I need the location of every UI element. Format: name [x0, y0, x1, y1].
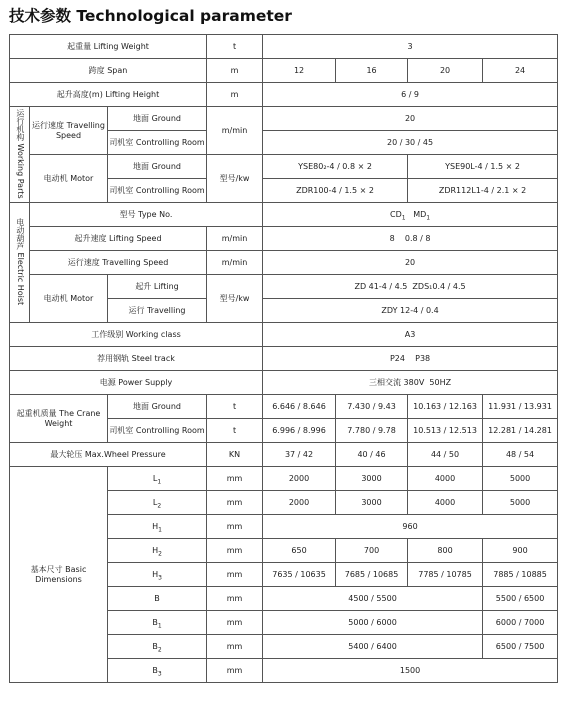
electric-hoist-group [10, 203, 30, 323]
lifting-height-unit: m [207, 83, 263, 107]
crane-weight-ground-value: 6.646 / 8.646 [263, 395, 336, 419]
hoist-type-cd: CD [389, 209, 402, 219]
hoist-type-label: 型号 Type No. [30, 203, 263, 227]
table-row [10, 467, 558, 491]
dim-value: 7685 / 10685 [336, 563, 408, 587]
table-row [10, 395, 558, 419]
dim-symbol-letter: B [154, 593, 160, 603]
span-label: 跨度 Span [10, 59, 207, 83]
motor-room-b: ZDR112L1-4 / 2.1 × 2 [408, 179, 558, 203]
hoist-travelling-speed-unit: m/min [207, 251, 263, 275]
power-supply-value: 三相交流 380V 50HZ [263, 371, 558, 395]
dim-symbol-sub: 2 [158, 550, 162, 558]
dim-symbol-letter: B [152, 617, 158, 627]
hoist-type-md: MD [413, 209, 427, 219]
travelling-speed-unit: m/min [207, 107, 263, 155]
dim-symbol-letter: L [152, 473, 158, 483]
dim-unit: mm [207, 515, 263, 539]
crane-weight-room-value: 6.996 / 8.996 [263, 419, 336, 443]
dim-unit: mm [207, 563, 263, 587]
hoist-motor-travelling-value: ZDY 12-4 / 0.4 [263, 299, 558, 323]
span-value: 24 [483, 59, 558, 83]
hoist-motor-lifting-value: ZD 41-4 / 4.5 ZDS₁0.4 / 4.5 [263, 275, 558, 299]
hoist-lifting-speed-value: 8 0.8 / 8 [263, 227, 558, 251]
wheel-pressure-unit: KN [207, 443, 263, 467]
dim-symbol [108, 587, 207, 611]
page-title: 技术参数 Technological parameter [9, 7, 292, 25]
dim-value: 5000 [483, 467, 558, 491]
dim-symbol-letter: H [152, 521, 159, 531]
motor-room-label: 司机室 Controlling Room [108, 179, 207, 203]
table-row [10, 83, 558, 107]
dim-value: 5500 / 6500 [483, 587, 558, 611]
steel-track-label: 荐用钢轨 Steel track [10, 347, 263, 371]
dim-value: 700 [336, 539, 408, 563]
dim-symbol [108, 635, 207, 659]
dim-value: 2000 [263, 491, 336, 515]
hoist-travelling-speed-value: 20 [263, 251, 558, 275]
crane-weight-ground-unit: t [207, 395, 263, 419]
dim-unit: mm [207, 491, 263, 515]
table-row [10, 59, 558, 83]
dim-value: 4500 / 5500 [263, 587, 483, 611]
steel-track-value: P24 P38 [263, 347, 558, 371]
dim-unit: mm [207, 539, 263, 563]
working-class-value: A3 [263, 323, 558, 347]
dim-unit: mm [207, 467, 263, 491]
hoist-motor-label: 电动机 Motor [30, 275, 108, 323]
table-row [10, 347, 558, 371]
crane-weight-room-value: 7.780 / 9.78 [336, 419, 408, 443]
lifting-weight-unit: t [207, 35, 263, 59]
lifting-weight-label: 起重量 Lifting Weight [10, 35, 207, 59]
motor-unit: 型号/kw [207, 155, 263, 203]
dim-symbol-sub: 2 [157, 502, 162, 510]
crane-weight-ground-value: 11.931 / 13.931 [483, 395, 558, 419]
dim-symbol-sub: 2 [157, 646, 162, 654]
lifting-weight-value: 3 [263, 35, 558, 59]
motor-room-a: ZDR100-4 / 1.5 × 2 [263, 179, 408, 203]
working-class-label: 工作级别 Working class [10, 323, 263, 347]
wheel-pressure-label: 最大轮压 Max.Wheel Pressure [10, 443, 207, 467]
crane-weight-room-value: 10.513 / 12.513 [408, 419, 483, 443]
wheel-pressure-value: 37 / 42 [263, 443, 336, 467]
dim-value: 4000 [408, 467, 483, 491]
dim-unit: mm [207, 587, 263, 611]
span-unit: m [207, 59, 263, 83]
span-value: 16 [336, 59, 408, 83]
dim-value: 7785 / 10785 [408, 563, 483, 587]
hoist-motor-travelling-label: 运行 Travelling [108, 299, 207, 323]
dim-value: 800 [408, 539, 483, 563]
table-row [10, 323, 558, 347]
dim-value: 6500 / 7500 [483, 635, 558, 659]
basic-dimensions-label: 基本尺寸 Basic Dimensions [10, 467, 108, 683]
working-parts-group [10, 107, 30, 203]
dim-value: 2000 [263, 467, 336, 491]
table-row [10, 371, 558, 395]
dim-symbol [108, 539, 207, 563]
dim-symbol [108, 515, 207, 539]
travelling-speed-label: 运行速度 Travelling Speed [30, 107, 108, 155]
dim-value: 900 [483, 539, 558, 563]
working-parts-label: 运行机构 Working Parts [15, 108, 25, 199]
crane-weight-room-label: 司机室 Controlling Room [108, 419, 207, 443]
wheel-pressure-value: 40 / 46 [336, 443, 408, 467]
table-row [10, 35, 558, 59]
dim-value: 3000 [336, 491, 408, 515]
crane-weight-room-value: 12.281 / 14.281 [483, 419, 558, 443]
dim-symbol [108, 563, 207, 587]
hoist-type-md-sub: 1 [426, 214, 431, 222]
hoist-type-cd-sub: 1 [401, 214, 406, 222]
dim-unit: mm [207, 635, 263, 659]
spec-table [9, 34, 558, 683]
dim-symbol [108, 659, 207, 683]
dim-value: 7635 / 10635 [263, 563, 336, 587]
hoist-lifting-speed-label: 起升速度 Lifting Speed [30, 227, 207, 251]
span-value: 20 [408, 59, 483, 83]
dim-symbol-letter: B [152, 665, 158, 675]
motor-label: 电动机 Motor [30, 155, 108, 203]
table-row [10, 251, 558, 275]
span-value: 12 [263, 59, 336, 83]
dim-value: 5000 / 6000 [263, 611, 483, 635]
dim-symbol-sub: 3 [157, 670, 162, 678]
table-row [10, 155, 558, 179]
travelling-ground-value: 20 [263, 107, 558, 131]
hoist-motor-unit: 型号/kw [207, 275, 263, 323]
hoist-travelling-speed-label: 运行速度 Travelling Speed [30, 251, 207, 275]
dim-symbol [108, 491, 207, 515]
dim-value: 7885 / 10885 [483, 563, 558, 587]
lifting-height-label: 起升高度(m) Lifting Height [10, 83, 207, 107]
dim-value: 5000 [483, 491, 558, 515]
table-row [10, 203, 558, 227]
hoist-type-value [263, 203, 558, 227]
table-row [10, 443, 558, 467]
dim-value: 3000 [336, 467, 408, 491]
dim-symbol-letter: H [152, 545, 159, 555]
crane-weight-ground-label: 地面 Ground [108, 395, 207, 419]
travelling-ground-label: 地面 Ground [108, 107, 207, 131]
hoist-lifting-speed-unit: m/min [207, 227, 263, 251]
motor-ground-b: YSE90L-4 / 1.5 × 2 [408, 155, 558, 179]
dim-value: 960 [263, 515, 558, 539]
dim-symbol [108, 611, 207, 635]
dim-symbol-letter: B [152, 641, 158, 651]
motor-ground-label: 地面 Ground [108, 155, 207, 179]
crane-weight-label: 起重机质量 The Crane Weight [10, 395, 108, 443]
dim-value: 4000 [408, 491, 483, 515]
power-supply-label: 电源 Power Supply [10, 371, 263, 395]
table-row [10, 227, 558, 251]
hoist-motor-lifting-label: 起升 Lifting [108, 275, 207, 299]
table-row [10, 275, 558, 299]
dim-value: 5400 / 6400 [263, 635, 483, 659]
dim-value: 1500 [263, 659, 558, 683]
dim-symbol-letter: L [152, 497, 158, 507]
travelling-room-label: 司机室 Controlling Room [108, 131, 207, 155]
dim-symbol-letter: H [152, 569, 159, 579]
dim-value: 650 [263, 539, 336, 563]
motor-ground-a: YSE80₂-4 / 0.8 × 2 [263, 155, 408, 179]
crane-weight-ground-value: 10.163 / 12.163 [408, 395, 483, 419]
lifting-height-value: 6 / 9 [263, 83, 558, 107]
table-row [10, 107, 558, 131]
dim-symbol-sub: 1 [157, 622, 162, 630]
crane-weight-ground-value: 7.430 / 9.43 [336, 395, 408, 419]
dim-value: 6000 / 7000 [483, 611, 558, 635]
crane-weight-room-unit: t [207, 419, 263, 443]
electric-hoist-label: 电动葫芦 Electric Hoist [15, 217, 25, 305]
dim-symbol-sub: 1 [158, 526, 162, 534]
dim-symbol-sub: 1 [157, 478, 162, 486]
dim-unit: mm [207, 659, 263, 683]
dim-unit: mm [207, 611, 263, 635]
travelling-room-value: 20 / 30 / 45 [263, 131, 558, 155]
wheel-pressure-value: 48 / 54 [483, 443, 558, 467]
dim-symbol-sub: 3 [158, 574, 162, 582]
dim-symbol [108, 467, 207, 491]
wheel-pressure-value: 44 / 50 [408, 443, 483, 467]
